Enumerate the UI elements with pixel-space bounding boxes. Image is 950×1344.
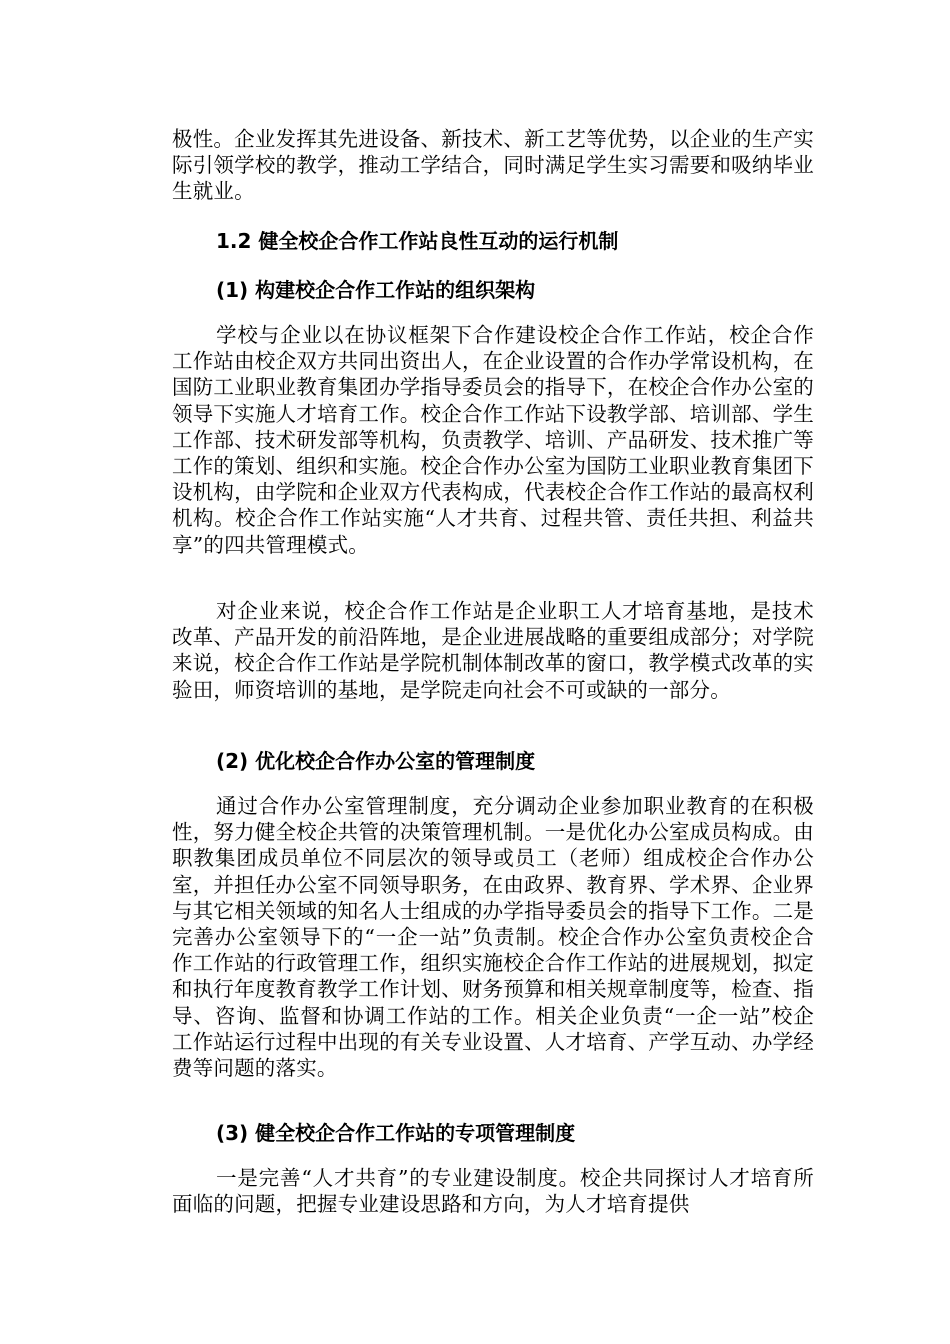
subheading-1: (1) 构建校企合作工作站的组织架构 bbox=[216, 278, 536, 302]
section-heading-1-2: 1.2 健全校企合作工作站良性互动的运行机制 bbox=[216, 229, 619, 253]
subheading-3: (3) 健全校企合作工作站的专项管理制度 bbox=[216, 1121, 576, 1145]
paragraph-intro-continuation: 极性。企业发挥其先进设备、新技术、新工艺等优势，以企业的生产实际引领学校的教学，推动工学结合，同时满足学生实习需要和吸纳毕业生就业。 bbox=[172, 127, 814, 204]
paragraph-organization-structure: 学校与企业以在协议框架下合作建设校企合作工作站，校企合作工作站由校企双方共同出资出人，在企业设置的合作办学常设机构，在国防工业职业教育集团办学指导委员会的指导下，在校企合作办公室的领导下实施人才培育工作。校企合作工作站下设教学部、培训部、学生工作部、技术研发部等机构，负责教学、培训、产品研发、技术推广等工作的策划、组织和实施。校企合作办公室为国防工业职业教育集团下设机构，由学院和企业双方代表构成，代表校企合作工作站的最高权利机构。校企合作工作站实施“人才共育、过程共管、责任共担、利益共享”的四共管理模式。 bbox=[172, 323, 814, 557]
subheading-2: (2) 优化校企合作办公室的管理制度 bbox=[216, 749, 536, 773]
paragraph-enterprise-perspective: 对企业来说，校企合作工作站是企业职工人才培育基地，是技术改革、产品开发的前沿阵地，是企业进展战略的重要组成部分；对学院来说，校企合作工作站是学院机制体制改革的窗口，教学模式改革的实验田，师资培训的基地，是学院走向社会不可或缺的一部分。 bbox=[172, 599, 814, 702]
paragraph-office-management: 通过合作办公室管理制度，充分调动企业参加职业教育的在积极性，努力健全校企共管的决策管理机制。一是优化办公室成员构成。由职教集团成员单位不同层次的领导或员工（老师）组成校企合作办公室，并担任办公室不同领导职务，在由政界、教育界、学术界、企业界与其它相关领域的知名人士组成的办学指导委员会的指导下工作。二是完善办公室领导下的“一企一站”负责制。校企合作办公室负责校企合作工作站的行政管理工作，组织实施校企合作工作站的进展规划，拟定和执行年度教育教学工作计划、财务预算和相关规章制度等，检查、指导、咨询、监督和协调工作站的工作。相关企业负责“一企一站”校企工作站运行过程中出现的有关专业设置、人才培育、产学互动、办学经费等问题的落实。 bbox=[172, 794, 814, 1081]
paragraph-special-management: 一是完善“人才共育”的专业建设制度。校企共同探讨人才培育所面临的问题，把握专业建设思路和方向，为人才培育提供 bbox=[172, 1166, 814, 1217]
